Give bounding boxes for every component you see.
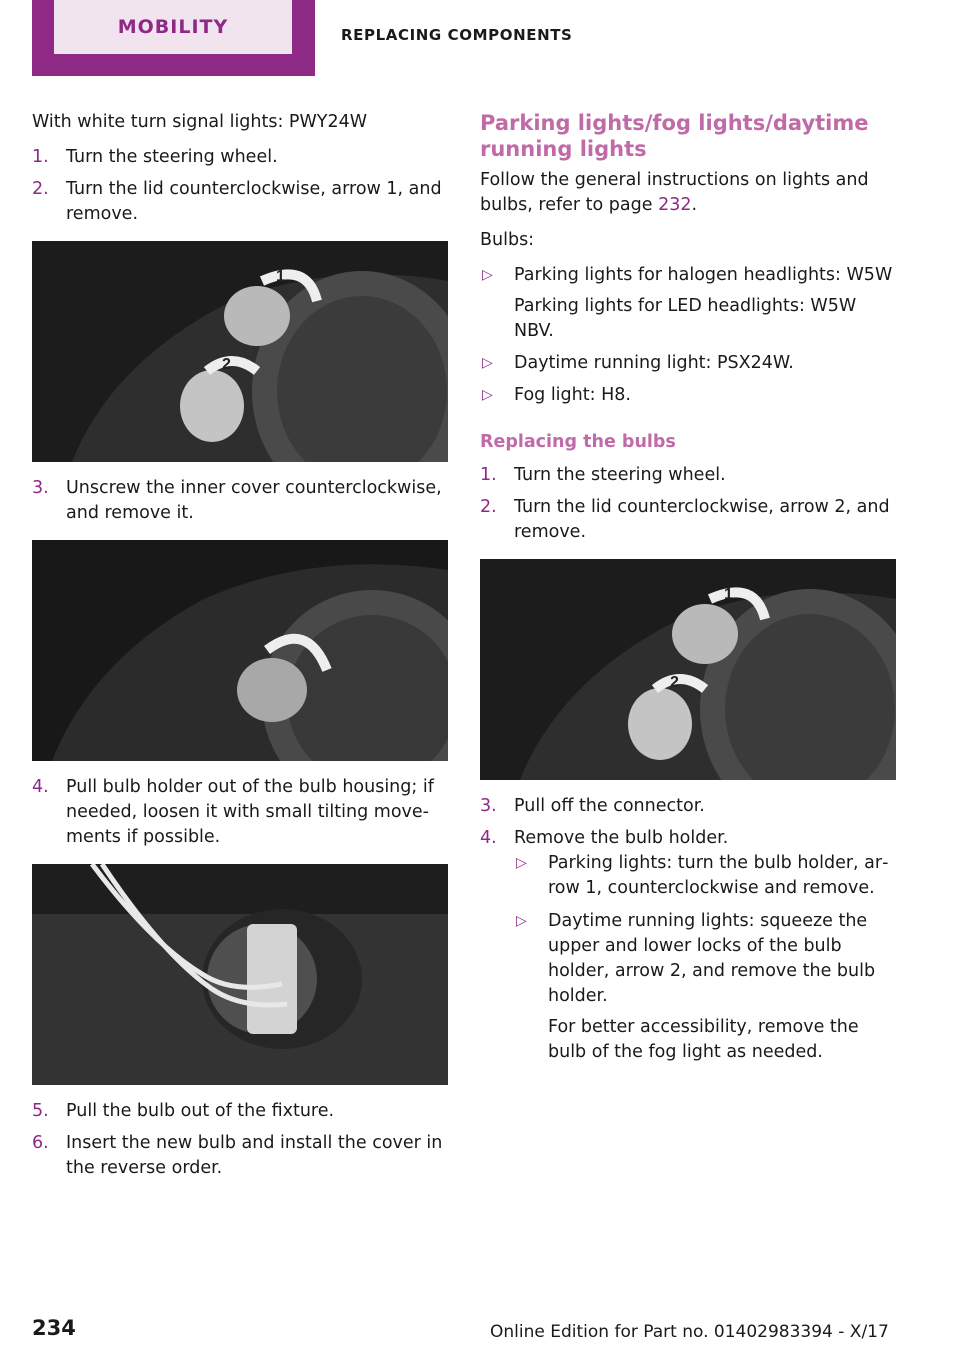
step-text: Turn the steering wheel.	[514, 465, 726, 485]
step-number: 1.	[32, 147, 49, 167]
bulb-list	[480, 263, 896, 408]
step-number: 1.	[480, 465, 497, 485]
triangle-right-icon: ▷	[482, 267, 493, 283]
page-reference-link[interactable]: 232	[658, 195, 692, 215]
wheel-arch-photo-3	[480, 559, 896, 780]
list-item	[480, 351, 896, 376]
step-item	[32, 476, 448, 526]
step-item	[480, 463, 896, 488]
edition-note: Online Edition for Part no. 01402983394 - X/17	[490, 1322, 889, 1342]
subsection-heading: Replacing the bulbs	[480, 432, 676, 452]
step-text: Unscrew the inner cover counterclockwise, and remove it.	[66, 478, 442, 523]
triangle-right-icon: ▷	[482, 387, 493, 403]
section-tab-label-box	[54, 0, 292, 54]
step-number: 2.	[32, 179, 49, 199]
chapter-title: REPLACING COMPONENTS	[341, 26, 573, 44]
page-number: 234	[32, 1316, 76, 1340]
bullet-subtext: Parking lights for LED headlights: W5W NBV.	[514, 296, 857, 341]
intro-punctuation: .	[691, 195, 698, 215]
bullet-text: Parking lights: turn the bulb holder, ar‐row 1, counterclockwise and remove.	[548, 853, 889, 898]
step-text: Turn the lid counterclockwise, arrow 2, and remove.	[514, 497, 890, 542]
step-item	[480, 495, 896, 545]
step-number: 4.	[480, 828, 497, 848]
step-number: 2.	[480, 497, 497, 517]
general-instructions-text	[480, 168, 896, 218]
steps-list-c	[32, 775, 448, 850]
bullet-text: Parking lights for halogen headlights: W5W	[514, 265, 893, 285]
step-item	[32, 1099, 448, 1124]
step-item	[32, 1131, 448, 1181]
steps-list-d	[32, 1099, 448, 1181]
arrow-label-2: 2	[670, 674, 679, 691]
arrow-label-2: 2	[222, 356, 231, 373]
right-column	[480, 110, 896, 1073]
step-text: Pull the bulb out of the fixture.	[66, 1101, 335, 1121]
step-text: Remove the bulb holder.	[514, 828, 729, 848]
arrow-label-1: 1	[724, 586, 733, 603]
step-number: 4.	[32, 777, 49, 797]
list-item	[480, 383, 896, 408]
arrow-label-1: 1	[276, 268, 285, 285]
steps-list-b	[32, 476, 448, 526]
step-number: 3.	[480, 796, 497, 816]
step-text: Turn the steering wheel.	[66, 147, 278, 167]
triangle-right-icon: ▷	[482, 355, 493, 371]
step-number: 5.	[32, 1101, 49, 1121]
step-text: Insert the new bulb and install the cover in the reverse order.	[66, 1133, 443, 1178]
step-text: Turn the lid counterclockwise, arrow 1, and remove.	[66, 179, 442, 224]
bullet-text: Daytime running light: PSX24W.	[514, 353, 794, 373]
step-number: 6.	[32, 1133, 49, 1153]
step-item	[32, 145, 448, 170]
triangle-right-icon: ▷	[516, 855, 527, 871]
section-tab	[32, 0, 315, 76]
wheel-arch-photo-1	[32, 241, 448, 462]
replace-steps-list-b	[480, 794, 896, 1065]
step-number: 3.	[32, 478, 49, 498]
triangle-right-icon: ▷	[516, 913, 527, 929]
section-tab-label: MOBILITY	[117, 16, 229, 38]
step-item	[32, 775, 448, 850]
steps-list-a	[32, 145, 448, 227]
left-column	[32, 110, 448, 1188]
bulbs-label: Bulbs:	[480, 230, 535, 250]
bullet-text: Daytime running lights: squeeze the upper and lower locks of the bulb holder, arrow 2, and remove the bulb holder.	[548, 911, 876, 1006]
step-item	[480, 794, 896, 819]
turn-signal-intro: With white turn signal lights: PWY24W	[32, 112, 368, 132]
bulb-holder-photo	[32, 864, 448, 1085]
bullet-subtext: For better accessibility, remove the bulb of the fog light as needed.	[548, 1017, 859, 1062]
list-item	[480, 263, 896, 344]
bulb-holder-bullets	[514, 851, 896, 1065]
step-item	[32, 177, 448, 227]
step-text: Pull bulb holder out of the bulb housing; if needed, loosen it with small tilting move‐ments if possible.	[66, 777, 434, 847]
list-item	[514, 851, 896, 901]
replace-steps-list-a	[480, 463, 896, 545]
step-item	[480, 826, 896, 1065]
wheel-arch-photo-2	[32, 540, 448, 761]
step-text: Pull off the connector.	[514, 796, 705, 816]
intro-text: Follow the general instructions on lights and bulbs, refer to page	[480, 170, 869, 215]
section-heading: Parking lights/fog lights/daytime running lights	[480, 111, 869, 161]
bullet-text: Fog light: H8.	[514, 385, 631, 405]
list-item	[514, 909, 896, 1065]
